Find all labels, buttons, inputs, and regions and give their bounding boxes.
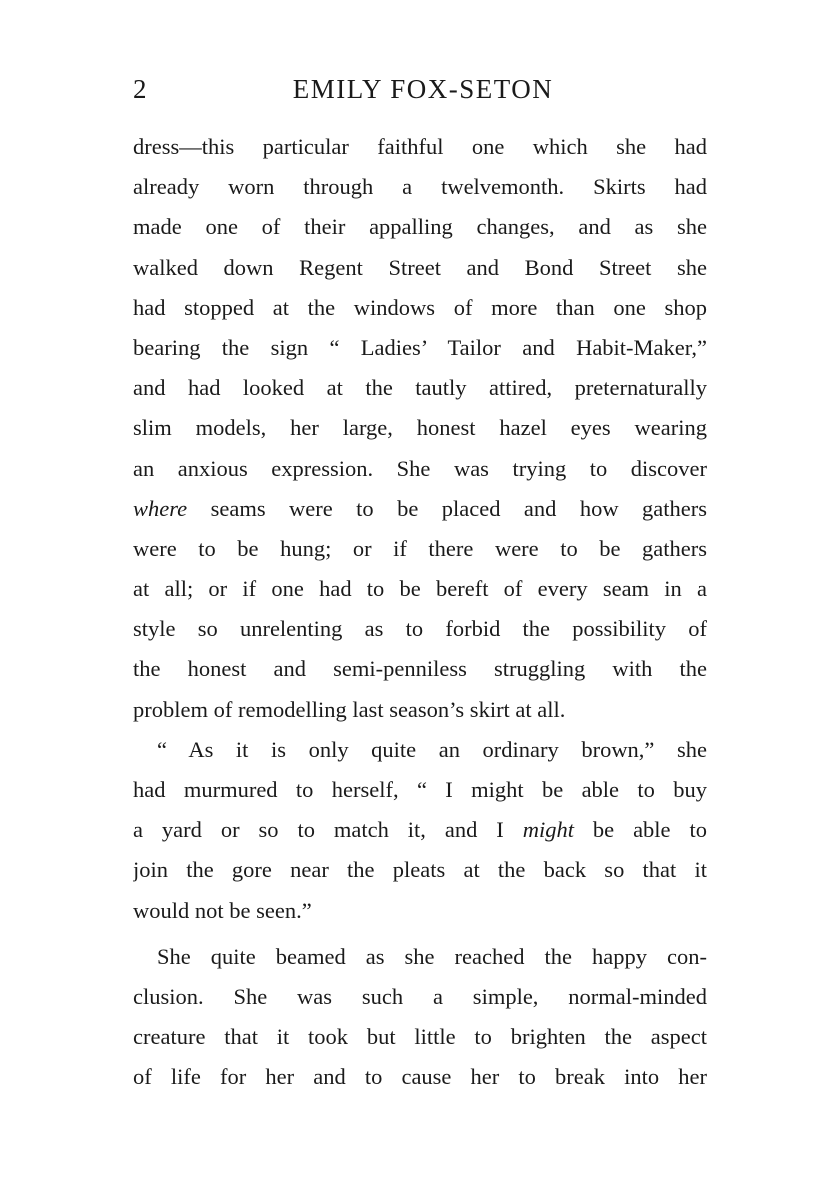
text-fragment: seams were to be placed and how gathers <box>187 495 707 521</box>
text-line: “ As it is only quite an ordinary brown,” she <box>157 736 707 762</box>
text-line: would not be seen.” <box>133 897 312 923</box>
italic-emphasis: might <box>522 817 574 843</box>
text-line <box>133 489 707 529</box>
body-text <box>133 127 707 1098</box>
running-head <box>133 74 707 108</box>
text-line: walked down Regent Street and Bond Street she <box>133 254 707 280</box>
text-line: were to be hung; or if there were to be gathers <box>133 535 707 561</box>
text-line: had stopped at the windows of more than one shop <box>133 294 707 320</box>
text-line: She quite beamed as she reached the happy con- <box>157 943 707 969</box>
text-line: and had looked at the tautly attired, preternaturally <box>133 375 707 401</box>
text-line: problem of remodelling last season’s skirt at all. <box>133 696 566 722</box>
text-line: made one of their appalling changes, and as she <box>133 214 707 240</box>
text-line: bearing the sign “ Ladies’ Tailor and Habit-Maker,” <box>133 334 707 360</box>
text-line: join the gore near the pleats at the back so that it <box>133 857 707 883</box>
italic-emphasis: where <box>133 495 188 521</box>
text-fragment: be able to <box>573 817 707 843</box>
book-title: EMILY FOX-SETON <box>292 74 554 104</box>
text-line: the honest and semi-penniless struggling with the <box>133 656 707 682</box>
text-line: at all; or if one had to be bereft of every seam in a <box>133 576 707 602</box>
text-line: of life for her and to cause her to break into her <box>133 1064 707 1090</box>
text-line: already worn through a twelvemonth. Skirts had <box>133 174 707 200</box>
page-number: 2 <box>133 74 147 104</box>
text-fragment: a yard or so to match it, and I <box>133 817 523 843</box>
text-line <box>133 810 707 850</box>
text-line: creature that it took but little to brighten the aspect <box>133 1024 707 1050</box>
text-line: an anxious expression. She was trying to discover <box>133 455 707 481</box>
text-line: style so unrelenting as to forbid the possibility of <box>133 616 707 642</box>
text-line: dress—this particular faithful one which she had <box>133 134 707 159</box>
text-line: had murmured to herself, “ I might be able to buy <box>133 777 707 802</box>
text-line: clusion. She was such a simple, normal-minded <box>133 983 707 1009</box>
text-line: slim models, her large, honest hazel eyes wearing <box>133 415 707 441</box>
